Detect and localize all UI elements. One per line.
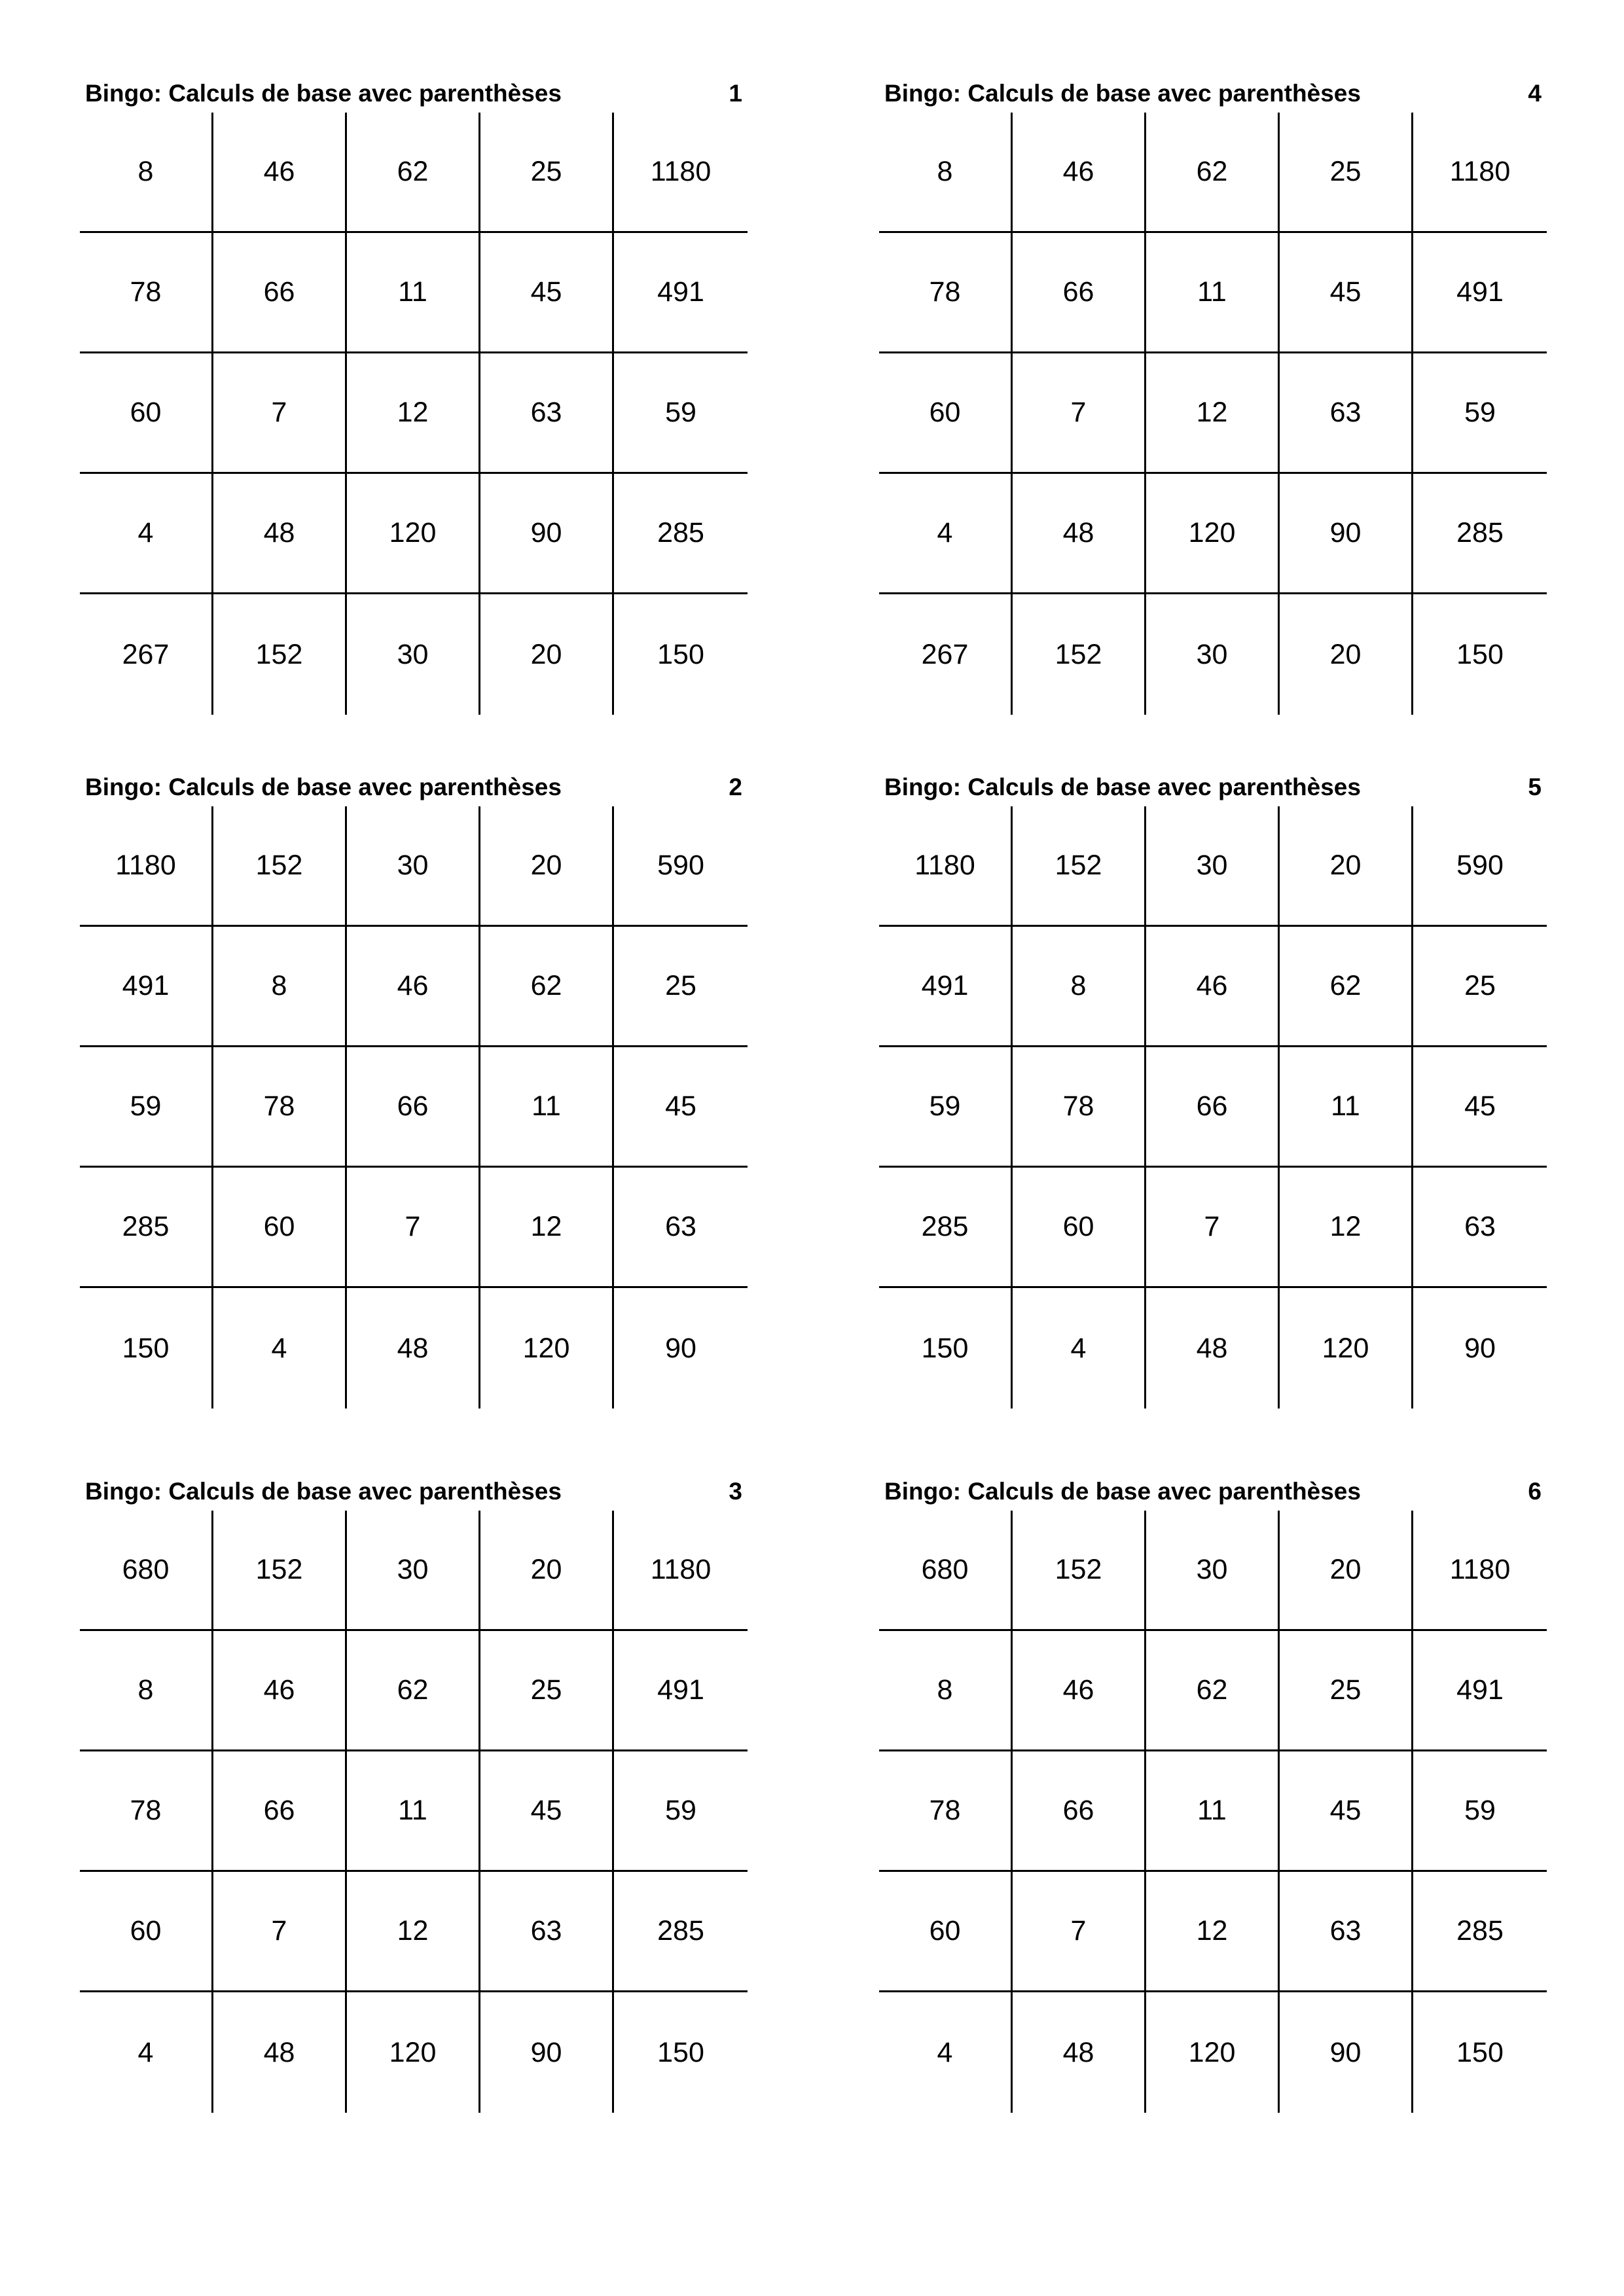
bingo-cell: 680 bbox=[879, 1511, 1013, 1631]
bingo-cell: 8 bbox=[879, 1631, 1013, 1751]
bingo-cell: 25 bbox=[614, 927, 748, 1047]
bingo-grid bbox=[879, 1511, 1547, 2113]
bingo-cell: 60 bbox=[80, 1872, 213, 1992]
bingo-cell: 78 bbox=[879, 1751, 1013, 1872]
bingo-cell: 4 bbox=[80, 474, 213, 594]
bingo-cell: 90 bbox=[1280, 1992, 1413, 2113]
bingo-cell: 152 bbox=[213, 594, 347, 715]
bingo-cell: 63 bbox=[1413, 1168, 1547, 1288]
bingo-cell: 152 bbox=[1013, 594, 1146, 715]
bingo-cell: 150 bbox=[1456, 2036, 1504, 2068]
bingo-cell: 63 bbox=[614, 1168, 748, 1288]
bingo-cell: 285 bbox=[1413, 474, 1547, 594]
bingo-cell: 30 bbox=[1146, 1511, 1280, 1631]
bingo-cell: 1180 bbox=[614, 113, 748, 233]
bingo-cell: 48 bbox=[1146, 1288, 1280, 1408]
bingo-cell: 90 bbox=[480, 474, 614, 594]
bingo-cell: 12 bbox=[1146, 353, 1280, 474]
bingo-cell: 25 bbox=[1280, 113, 1413, 233]
bingo-cell: 30 bbox=[347, 1511, 480, 1631]
bingo-cell: 63 bbox=[480, 1872, 614, 1992]
bingo-cell: 152 bbox=[1013, 806, 1146, 927]
bingo-cell: 4 bbox=[879, 1992, 1013, 2113]
bingo-cell: 491 bbox=[80, 927, 213, 1047]
bingo-cell: 63 bbox=[1280, 353, 1413, 474]
bingo-cell: 8 bbox=[879, 113, 1013, 233]
bingo-cell: 62 bbox=[1146, 113, 1280, 233]
bingo-cell: 120 bbox=[347, 474, 480, 594]
bingo-cell: 63 bbox=[480, 353, 614, 474]
bingo-cell: 285 bbox=[614, 474, 748, 594]
bingo-cell: 150 bbox=[657, 2036, 704, 2068]
bingo-cell: 7 bbox=[1013, 353, 1146, 474]
card-number: 3 bbox=[729, 1478, 742, 1505]
bingo-cell: 59 bbox=[1413, 1751, 1547, 1872]
bingo-cell: 7 bbox=[213, 1872, 347, 1992]
bingo-cell: 46 bbox=[1013, 1631, 1146, 1751]
card-title: Bingo: Calculs de base avec parenthèses bbox=[85, 80, 562, 107]
bingo-cell: 150 bbox=[1456, 638, 1504, 670]
bingo-cell: 63 bbox=[1280, 1872, 1413, 1992]
card-title: Bingo: Calculs de base avec parenthèses bbox=[884, 80, 1361, 107]
bingo-cell: 25 bbox=[1280, 1631, 1413, 1751]
bingo-cell: 8 bbox=[213, 927, 347, 1047]
bingo-cell: 590 bbox=[614, 806, 748, 927]
bingo-cell: 60 bbox=[879, 353, 1013, 474]
bingo-cell: 1180 bbox=[614, 1511, 748, 1631]
bingo-cell: 12 bbox=[1146, 1872, 1280, 1992]
bingo-cell: 1180 bbox=[879, 806, 1013, 927]
bingo-cell: 59 bbox=[614, 1751, 748, 1872]
bingo-cell: 48 bbox=[213, 474, 347, 594]
bingo-cell: 150 bbox=[80, 1288, 213, 1408]
bingo-cell: 590 bbox=[1413, 806, 1547, 927]
bingo-cell: 1180 bbox=[1413, 1511, 1547, 1631]
bingo-cell: 152 bbox=[1013, 1511, 1146, 1631]
bingo-cell: 46 bbox=[1146, 927, 1280, 1047]
bingo-grid bbox=[80, 806, 748, 1408]
bingo-cell: 120 bbox=[480, 1288, 614, 1408]
bingo-grid bbox=[80, 1511, 748, 2113]
bingo-cell: 1180 bbox=[1413, 113, 1547, 233]
bingo-cell: 30 bbox=[347, 594, 480, 715]
bingo-cell: 62 bbox=[1280, 927, 1413, 1047]
bingo-cell: 78 bbox=[80, 233, 213, 353]
bingo-cell: 59 bbox=[1413, 353, 1547, 474]
bingo-cell: 45 bbox=[1280, 233, 1413, 353]
bingo-cell: 150 bbox=[879, 1288, 1013, 1408]
card-title: Bingo: Calculs de base avec parenthèses bbox=[85, 774, 562, 800]
bingo-cell: 45 bbox=[480, 233, 614, 353]
bingo-cell: 20 bbox=[1280, 594, 1413, 715]
bingo-cell: 11 bbox=[347, 233, 480, 353]
bingo-cell: 285 bbox=[614, 1872, 748, 1992]
bingo-cell: 78 bbox=[1013, 1047, 1146, 1168]
bingo-cell: 120 bbox=[1280, 1288, 1413, 1408]
bingo-cell: 48 bbox=[347, 1288, 480, 1408]
bingo-cell: 90 bbox=[1464, 1332, 1496, 1364]
card-title: Bingo: Calculs de base avec parenthèses bbox=[884, 1478, 1361, 1505]
bingo-cell: 152 bbox=[213, 806, 347, 927]
bingo-cell: 491 bbox=[1413, 1631, 1547, 1751]
bingo-cell: 48 bbox=[213, 1992, 347, 2113]
bingo-cell: 4 bbox=[1013, 1288, 1146, 1408]
bingo-cell: 62 bbox=[347, 1631, 480, 1751]
bingo-cell: 66 bbox=[213, 1751, 347, 1872]
card-title: Bingo: Calculs de base avec parenthèses bbox=[85, 1478, 562, 1505]
bingo-cell: 60 bbox=[879, 1872, 1013, 1992]
bingo-cell: 66 bbox=[1146, 1047, 1280, 1168]
bingo-cell: 59 bbox=[614, 353, 748, 474]
bingo-cell: 11 bbox=[1146, 1751, 1280, 1872]
bingo-cell: 66 bbox=[213, 233, 347, 353]
bingo-cell: 120 bbox=[1146, 474, 1280, 594]
bingo-cell: 680 bbox=[80, 1511, 213, 1631]
bingo-cell: 25 bbox=[480, 1631, 614, 1751]
bingo-cell: 62 bbox=[1146, 1631, 1280, 1751]
bingo-cell: 66 bbox=[1013, 233, 1146, 353]
bingo-cell: 4 bbox=[879, 474, 1013, 594]
bingo-cell: 7 bbox=[347, 1168, 480, 1288]
bingo-cell: 48 bbox=[1013, 474, 1146, 594]
card-number: 1 bbox=[729, 80, 742, 107]
bingo-cell: 20 bbox=[480, 1511, 614, 1631]
bingo-cell: 12 bbox=[347, 1872, 480, 1992]
bingo-cell: 20 bbox=[1280, 806, 1413, 927]
bingo-cell: 78 bbox=[879, 233, 1013, 353]
bingo-cell: 267 bbox=[80, 594, 213, 715]
bingo-cell: 66 bbox=[1013, 1751, 1146, 1872]
bingo-cell: 59 bbox=[80, 1047, 213, 1168]
bingo-cell: 46 bbox=[1013, 113, 1146, 233]
bingo-cell: 45 bbox=[480, 1751, 614, 1872]
bingo-cell: 78 bbox=[213, 1047, 347, 1168]
bingo-cell: 20 bbox=[480, 594, 614, 715]
bingo-cell: 120 bbox=[347, 1992, 480, 2113]
bingo-cell: 12 bbox=[347, 353, 480, 474]
bingo-cell: 46 bbox=[347, 927, 480, 1047]
bingo-cell: 7 bbox=[1146, 1168, 1280, 1288]
bingo-cell: 45 bbox=[1413, 1047, 1547, 1168]
bingo-cell: 25 bbox=[480, 113, 614, 233]
bingo-cell: 4 bbox=[213, 1288, 347, 1408]
bingo-cell: 285 bbox=[1413, 1872, 1547, 1992]
bingo-cell: 25 bbox=[1413, 927, 1547, 1047]
bingo-cell: 48 bbox=[1013, 1992, 1146, 2113]
bingo-cell: 66 bbox=[347, 1047, 480, 1168]
bingo-cell: 30 bbox=[1146, 594, 1280, 715]
card-number: 6 bbox=[1528, 1478, 1542, 1505]
bingo-cell: 59 bbox=[879, 1047, 1013, 1168]
bingo-cell: 12 bbox=[480, 1168, 614, 1288]
bingo-grid bbox=[80, 113, 748, 715]
bingo-cell: 60 bbox=[80, 353, 213, 474]
bingo-cell: 152 bbox=[213, 1511, 347, 1631]
bingo-cell: 90 bbox=[665, 1332, 696, 1364]
card-title: Bingo: Calculs de base avec parenthèses bbox=[884, 774, 1361, 800]
bingo-cell: 90 bbox=[480, 1992, 614, 2113]
bingo-cell: 491 bbox=[879, 927, 1013, 1047]
bingo-cell: 90 bbox=[1280, 474, 1413, 594]
card-number: 4 bbox=[1528, 80, 1542, 107]
bingo-cell: 60 bbox=[213, 1168, 347, 1288]
bingo-cell: 267 bbox=[879, 594, 1013, 715]
bingo-cell: 11 bbox=[347, 1751, 480, 1872]
bingo-cell: 120 bbox=[1146, 1992, 1280, 2113]
bingo-cell: 62 bbox=[480, 927, 614, 1047]
bingo-cell: 45 bbox=[614, 1047, 748, 1168]
bingo-cell: 8 bbox=[80, 113, 213, 233]
card-number: 5 bbox=[1528, 774, 1542, 800]
bingo-cell: 30 bbox=[347, 806, 480, 927]
bingo-cell: 4 bbox=[80, 1992, 213, 2113]
bingo-cell: 11 bbox=[480, 1047, 614, 1168]
bingo-cell: 46 bbox=[213, 1631, 347, 1751]
bingo-cell: 11 bbox=[1280, 1047, 1413, 1168]
bingo-cell: 7 bbox=[213, 353, 347, 474]
bingo-cell: 20 bbox=[1280, 1511, 1413, 1631]
bingo-grid bbox=[879, 806, 1547, 1408]
bingo-cell: 150 bbox=[657, 638, 704, 670]
bingo-cell: 12 bbox=[1280, 1168, 1413, 1288]
bingo-cell: 491 bbox=[614, 233, 748, 353]
bingo-cell: 46 bbox=[213, 113, 347, 233]
bingo-cell: 1180 bbox=[80, 806, 213, 927]
card-number: 2 bbox=[729, 774, 742, 800]
bingo-cell: 30 bbox=[1146, 806, 1280, 927]
bingo-cell: 20 bbox=[480, 806, 614, 927]
bingo-cell: 45 bbox=[1280, 1751, 1413, 1872]
bingo-cell: 7 bbox=[1013, 1872, 1146, 1992]
bingo-cell: 60 bbox=[1013, 1168, 1146, 1288]
bingo-cell: 285 bbox=[879, 1168, 1013, 1288]
bingo-cell: 8 bbox=[80, 1631, 213, 1751]
bingo-cell: 285 bbox=[80, 1168, 213, 1288]
bingo-grid bbox=[879, 113, 1547, 715]
bingo-cell: 11 bbox=[1146, 233, 1280, 353]
bingo-cell: 78 bbox=[80, 1751, 213, 1872]
bingo-cell: 491 bbox=[1413, 233, 1547, 353]
bingo-cell: 491 bbox=[614, 1631, 748, 1751]
bingo-cell: 8 bbox=[1013, 927, 1146, 1047]
bingo-cell: 62 bbox=[347, 113, 480, 233]
